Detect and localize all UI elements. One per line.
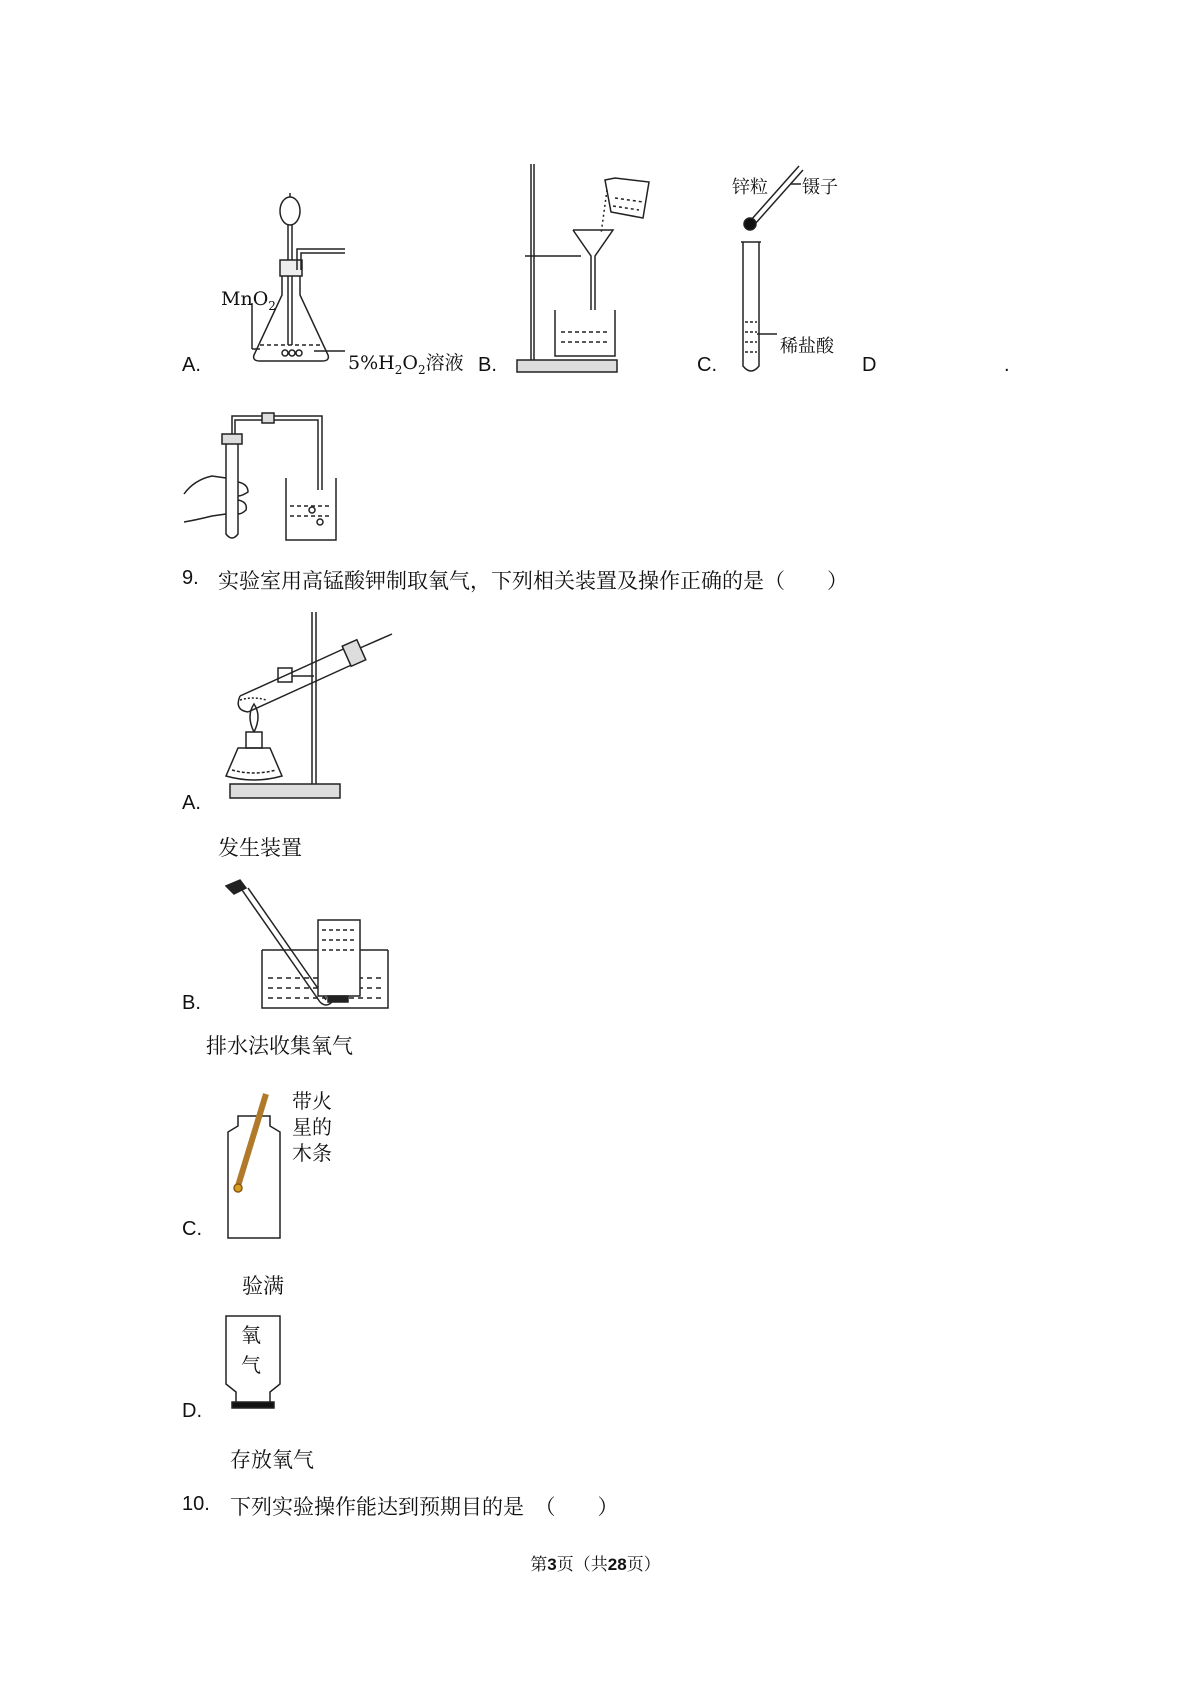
q9-option-d-label: D. — [182, 1400, 202, 1422]
q9-option-d-caption: 存放氧气 — [230, 1448, 314, 1472]
q9-number: 9. — [182, 567, 199, 589]
q10-question-text: 下列实验操作能达到预期目的是 （ ） — [230, 1495, 619, 1519]
q8-fig-c-zinc-label: 锌粒 — [732, 177, 768, 198]
q9-fig-c-splint-label-line3: 木条 — [292, 1141, 332, 1165]
q9-fig-a-heating-apparatus — [210, 608, 400, 808]
q8-fig-a-solution-label: $5\%H_2O_2$溶液 — [348, 352, 464, 377]
q8-fig-a-mno2-label: MnO$_2$ — [221, 288, 276, 313]
q8-fig-c-acid-label: 稀盐酸 — [780, 336, 834, 357]
q8-fig-c-tweezers-label: 镊子 — [802, 177, 838, 198]
q9-option-c-label: C. — [182, 1218, 202, 1240]
q9-option-b-label: B. — [182, 992, 201, 1014]
q9-fig-c-splint-label — [292, 1088, 332, 1166]
footer-middle: 页（共 — [556, 1555, 608, 1575]
q9-fig-c-splint-label-line2: 星的 — [292, 1115, 332, 1139]
q9-option-b-caption: 排水法收集氧气 — [206, 1034, 353, 1058]
q8-fig-a-flask-apparatus — [230, 185, 470, 375]
q8-option-c-label: C. — [697, 354, 717, 376]
q9-option-a-caption: 发生装置 — [218, 836, 302, 860]
page-footer — [0, 1550, 1191, 1575]
q10-number: 10. — [182, 1493, 210, 1515]
q8-option-b-label: B. — [478, 354, 497, 376]
q9-fig-d-bottle-label — [241, 1320, 261, 1380]
q9-option-c-caption: 验满 — [242, 1274, 284, 1298]
footer-suffix: 页） — [626, 1555, 661, 1575]
q8-fig-d-airtightness-check — [182, 410, 342, 545]
q8-fig-b-filtration-apparatus — [515, 160, 665, 380]
q9-fig-d-bottle-label-line1: 氧 — [241, 1323, 261, 1347]
q9-fig-d-bottle-label-line2: 气 — [241, 1353, 261, 1377]
q8-option-d-dot: . — [1004, 354, 1010, 376]
q9-option-a-label: A. — [182, 792, 201, 814]
q8-option-d-label: D — [862, 354, 877, 376]
footer-total-pages: 28 — [607, 1555, 627, 1574]
q8-option-a-label: A. — [182, 354, 201, 376]
footer-prefix: 第 — [530, 1555, 548, 1575]
footer-page-number: 3 — [547, 1555, 557, 1574]
q9-fig-c-splint-label-line1: 带火 — [292, 1089, 332, 1113]
q9-question-text: 实验室用高锰酸钾制取氧气，下列相关装置及操作正确的是（ ） — [218, 569, 848, 593]
q9-fig-b-water-collection — [220, 878, 400, 1018]
